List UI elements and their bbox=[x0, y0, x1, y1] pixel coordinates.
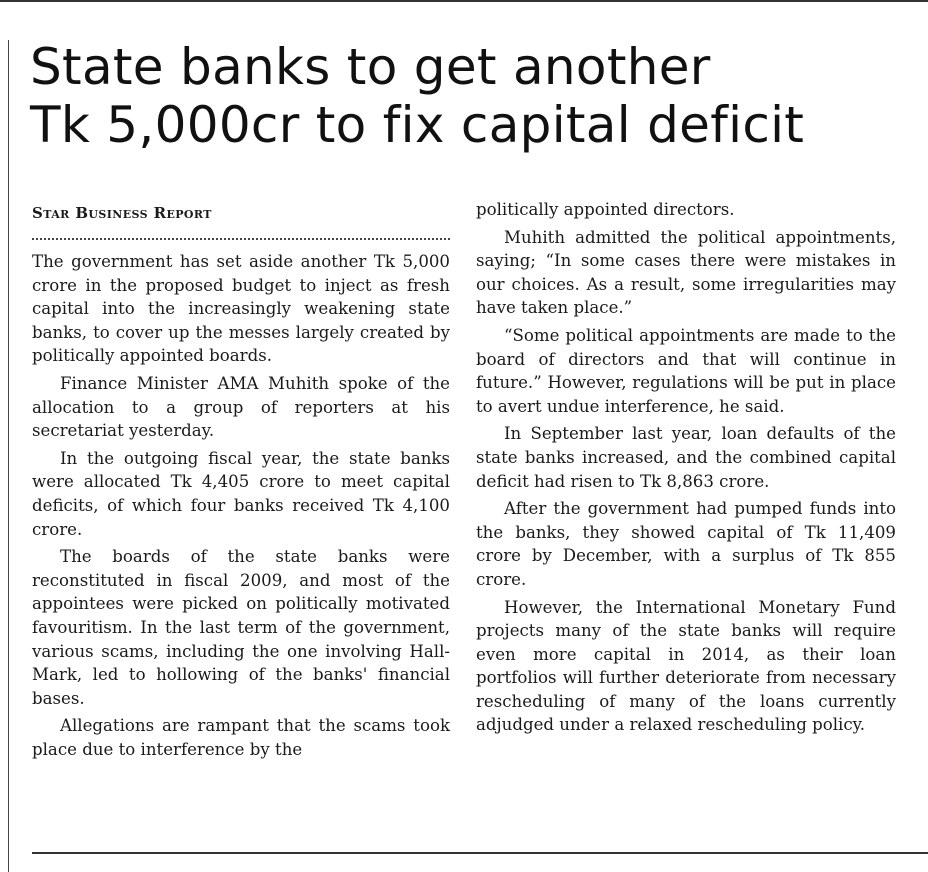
paragraph: Finance Minister AMA Muhith spoke of the allocation to a group of reporters at his secretariat yesterday. bbox=[32, 373, 450, 441]
byline: Star Business Report bbox=[32, 204, 212, 222]
paragraph: “Some political appointments are made to the board of directors and that will continue in future.” However, regulations will be put in place to avert undue interference, he said. bbox=[476, 325, 896, 416]
paragraph: In the outgoing fiscal year, the state banks were allocated Tk 4,405 crore to meet capital deficits, of which four banks received Tk 4,100 crore. bbox=[32, 448, 450, 539]
headline-line-2: Tk 5,000cr to fix capital deficit bbox=[30, 96, 805, 154]
paragraph: politically appointed directors. bbox=[476, 200, 735, 219]
bottom-rule bbox=[32, 852, 928, 854]
left-rule bbox=[8, 40, 9, 872]
paragraph: However, the International Monetary Fund projects many of the state banks will require even more capital in 2014, as their loan portfolios will further deteriorate from necessary rescheduling of many of the loans currently adjudged under a relaxed rescheduling policy. bbox=[476, 597, 896, 735]
paragraph: Allegations are rampant that the scams took place due to interference by the bbox=[32, 716, 450, 759]
column-2 bbox=[476, 198, 896, 741]
paragraph: After the government had pumped funds into the banks, they showed capital of Tk 11,409 crore by December, with a surplus of Tk 855 crore. bbox=[476, 499, 896, 589]
headline-line-1: State banks to get another bbox=[30, 38, 711, 96]
dotted-divider bbox=[32, 238, 450, 240]
paragraph: Muhith admitted the political appointments, saying; “In some cases there were mistakes in our choices. As a result, some irregularities may have taken place.” bbox=[476, 227, 896, 318]
paragraph: The boards of the state banks were reconstituted in fiscal 2009, and most of the appointees were picked on politically motivated favouritism. In the last term of the government, various scams, including the one involving Hall-Mark, led to hollowing of the banks' financial bases. bbox=[32, 547, 450, 708]
paragraph: In September last year, loan defaults of the state banks increased, and the combined capital deficit had risen to Tk 8,863 crore. bbox=[476, 424, 896, 491]
top-rule bbox=[0, 0, 928, 2]
column-1 bbox=[32, 200, 450, 765]
paragraph: The government has set aside another Tk 5,000 crore in the proposed budget to inject as fresh capital into the increasingly weakening state banks, to cover up the messes largely created by politically appointed boards. bbox=[32, 252, 450, 366]
headline bbox=[30, 38, 910, 154]
